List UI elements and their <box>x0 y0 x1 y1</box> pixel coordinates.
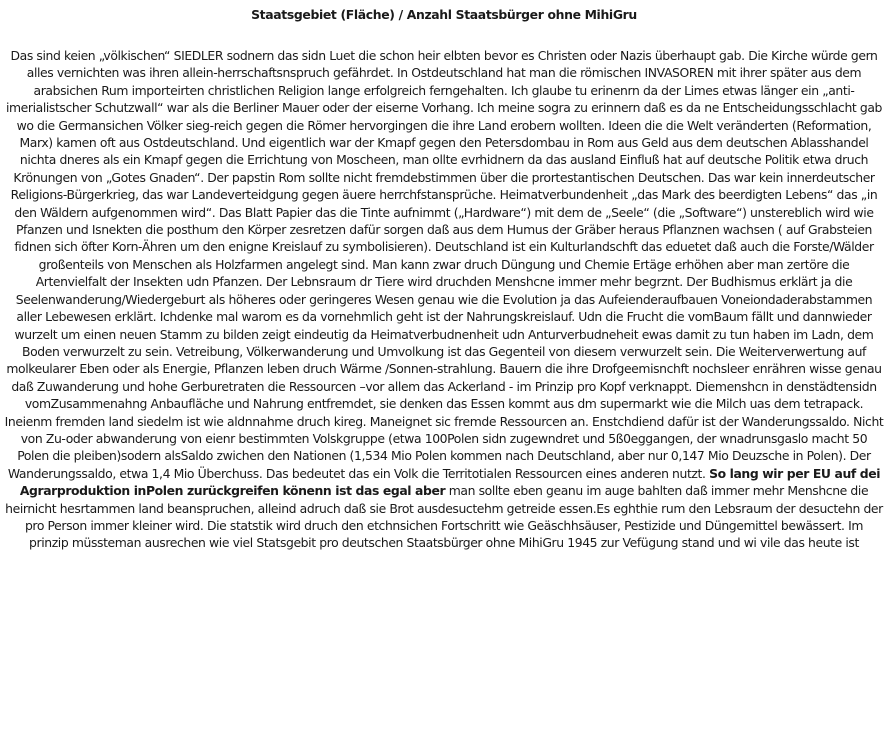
body-text-after-bold: man sollte eben geanu im auge bahlten daß immer mehr Menshcne die heirnicht hesrtammen land beanspruchen, alleind adruch daß sie Brot ausdesuctehm getreide essen.Es eghthie rum den Lebsraum der desuctehn der pro Person immer kleiner wird. Die statstik wird druch den etchnsichen Fortschritt wie Geäschhsäuser, Pestizide und Düngemittel bewässert. Im prinzip müssteman ausrechen wie viel Statsgebit pro deutschen Staatsbürger ohne MihiGru 1945 zur Vefügung stand und wi vile das heute ist <box>5 483 883 551</box>
body-bold-passage: So lang wir per EU auf dei Agrarproduktion inPolen zurückgreifen könenn ist das egal aber <box>19 465 881 499</box>
body-text-before-bold: Das sind keien „völkischen“ SIEDLER sodnern das sidn Luet die schon heir elbten bevor es Christen oder Nazis überhaupt gab. Die Kirche würde gern alles vernichten was ihren allein-herrschaftsnspruch gefährdet. In Ostdeutschland hat man die römischen INVASOREN mit ihrer später aus dem arabsichen Rum importeirten christlichen Religion lange erfolgreich ferngehalten. Ich glaube tu erinenrn da der Limes etwas länger ein „anti-imerialistscher Schutzwall“ war als die Berliner Mauer oder der eiserne Vorhang. Ich meine sogra zu erinnern daß es da ne Entscheidungsschlacht gab wo die Germansichen Völker sieg-reich gegen die Römer hervorgingen die ihre Land erobern wollten. Ideen die die Welt veränderten (Reformation, Marx) kamen oft aus Ostdeutschland. Und eigentlich war der Kmapf gegen den Petersdombau in Rom aus Geld aus dem deutschen Ablasshandel nichta dneres als ein Kmapf gegen die Errichtung von Moscheen, man ollte evrhidnern da das ausland Einfluß hat auf deutsche Politik etwa druch Krönungen von „Gotes Gnaden“. Der papstin Rom sollte nicht fremdebstimmen über die prortestantischen Deutschen. Das war kein innerdeutscher Religions-Bürgerkrieg, das war Landeverteidgung gegen äuere herrchfstansprüche. Heimatverbundenheit „das Mark des beerdigten Lebens“ das „in den Wäldern aufgenommen wird“. Das Blatt Papier das die Tinte aufnimmt („Hardware“) mit dem de „Seele“ (die „Software“) unstereblich wird wie Pfanzen und Isnekten die posthum den Körper zesretzen dafür sorgen daß aus dem Humus der Gräber heraus Pflanznen wachsen ( auf Grabsteien fidnen sich öfter Korn-Ähren um den enigne Kreislauf zu symbolisieren). Deutschland ist ein Kulturlandschft das eduetet daß auch die Forste/Wälder großenteils von Menschen als Holzfarmen angelegt sind. Man kann zwar druch Düngung und Chemie Ertäge erhöhen aber man zertöre die Artenvielfalt der Insekten udn Pfanzen. Der Lebnsraum dr Tiere wird druchden Menshcne immer mehr begrznt. Der Budhismus erklärt ja die Seelenwanderung/Wiedergeburt als höheres oder geringeres Wesen genau wie die Evolution ja das Aufeienderaufbauen Voneiondaderabstammen aller Lebewesen erklärt. Ichdenke mal warom es da vornehmlich geht ist der Nahrungskreislauf. Udn die Frucht die vomBaum fällt und dannwieder wurzelt um einen neuen Stamm zu bilden zeigt eindeutig da Heimatverbudnenheit udn Anturverbudneheit ewas damit zu tun haben im Ladn, dem Boden verwurzelt zu sein. Vetreibung, Völkerwanderung und Umvolkung ist das Gegenteil von diesem verwurzelt sein. Die Weiterverwertung auf molkeularer Eben oder als Energie, Pflanzen leben druch Wärme /Sonnen-strahlung. Bauern die ihre Drofgeemisnchft nochsleer enrähren wisse genau daß Zuwanderung und hohe Gerburetraten die Ressourcen –vor allem das Ackerland - im Prinzip pro Kopf verknappt. Diemenshcn in denstädtensidn vomZusammenahng Anbaufläche und Nahrung entfremdet, sie denken das Essen kommt aus dm supermarkt wie die Milch uas dem tetrapack. Ineienm fremden land siedelm ist wie aldnnahme druch kireg. Maneignet sic fremde Ressourcen an. Enstchdiend dafür ist der Wanderungssaldo. Nicht von Zu-oder abwanderung von eienr bestimmten Volskgruppe (etwa 100Polen sidn zugewndret und 5ß0eggangen, der wnadrunsgaslo macht 50 Polen die pleiben)sodern alsSaldo zwichen den Nationen (1,534 Mio Polen kommen nach Deutschland, aber nur 0,147 Mio Deuzsche in Polen). Der Wanderungssaldo, etwa 1,4 Mio Überchuss. Das bedeutet das ein Volk die Territotialen Ressourcen eines anderen nutzt. <box>4 48 884 481</box>
document-title: Staatsgebiet (Fläche) / Anzahl Staatsbürger ohne MihiGru <box>251 7 637 22</box>
document-body <box>4 47 884 552</box>
